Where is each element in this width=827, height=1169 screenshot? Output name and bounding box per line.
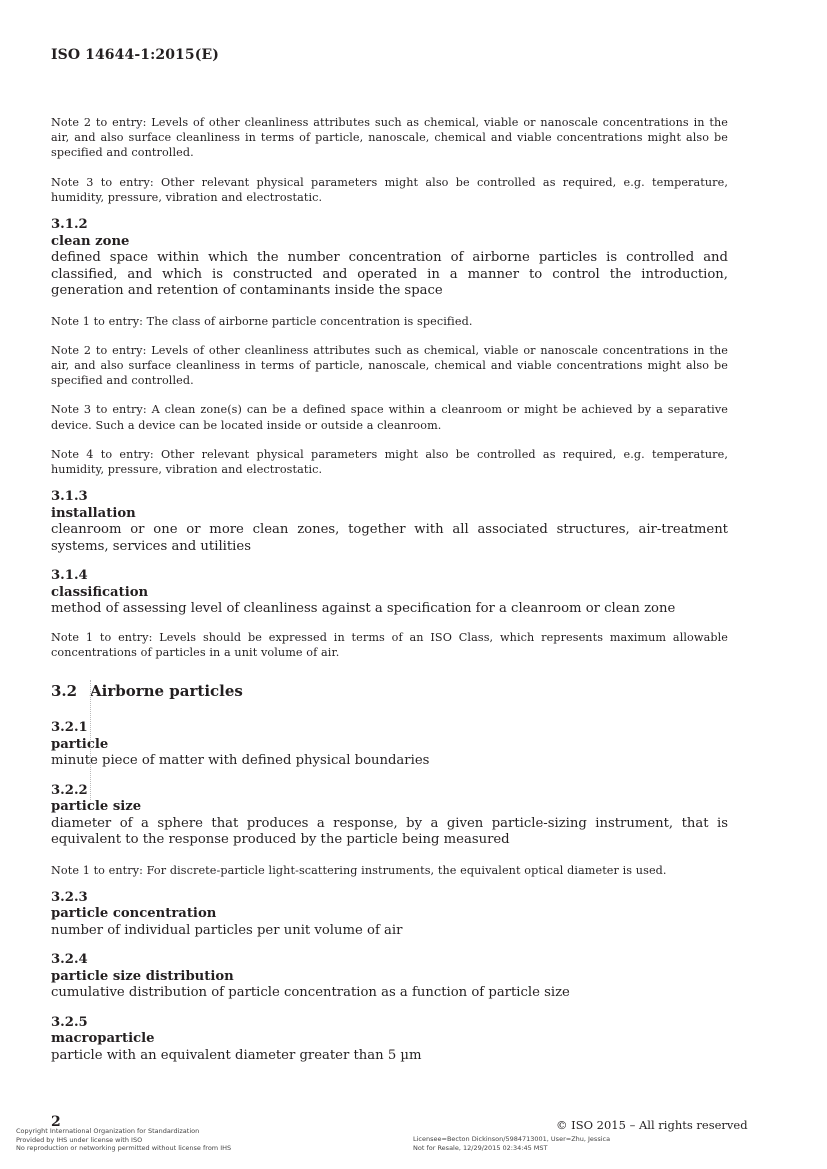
entry-number: 3.2.1 bbox=[51, 720, 88, 736]
note: Note 1 to entry: The class of airborne particle concentration is specified. bbox=[51, 314, 473, 328]
entry-definition: minute piece of matter with defined physical boundaries bbox=[51, 753, 430, 769]
watermark-line: Licensee=Becton Dickinson/5984713001, User=Zhu, Jessica bbox=[413, 1135, 611, 1143]
term-entry bbox=[51, 952, 728, 1002]
entry-term: installation bbox=[51, 505, 136, 521]
term-entry bbox=[51, 720, 728, 770]
entry-term: classification bbox=[51, 584, 149, 600]
entry-term: particle concentration bbox=[51, 906, 217, 922]
entry-definition: method of assessing level of cleanliness against a specification for a cleanroom or clean zone bbox=[51, 601, 676, 617]
entry-definition: diameter of a sphere that produces a response, by a given particle-sizing instrument, that is equivalent to the response produced by the particle being measured bbox=[51, 815, 728, 848]
entry-number: 3.2.4 bbox=[51, 952, 88, 968]
watermark-line: Provided by IHS under license with ISO bbox=[16, 1135, 143, 1144]
margin-dotted-line bbox=[90, 680, 91, 800]
note: Note 1 to entry: For discrete-particle light-scattering instruments, the equivalent optical diameter is used. bbox=[51, 863, 667, 877]
entry-definition: number of individual particles per unit volume of air bbox=[51, 922, 403, 938]
copyright-notice: © ISO 2015 – All rights reserved bbox=[556, 1118, 748, 1132]
page-number: 2 bbox=[51, 1114, 61, 1130]
note: Note 1 to entry: Levels should be expressed in terms of an ISO Class, which represents maximum allowable concentrations of particles in a unit volume of air. bbox=[51, 630, 728, 659]
section-heading bbox=[51, 682, 728, 700]
term-entry bbox=[51, 1015, 728, 1065]
note: Note 4 to entry: Other relevant physical parameters might also be controlled as required, e.g. temperature, humidity, pressure, vibration and electrostatic. bbox=[51, 447, 728, 476]
section-title: Airborne particles bbox=[90, 682, 243, 701]
note: Note 2 to entry: Levels of other cleanliness attributes such as chemical, viable or nanoscale concentrations in the air, and also surface cleanliness in terms of particle, nanoscale, chemical and viable concentrations might also be specified and controlled. bbox=[51, 343, 728, 388]
entry-term: particle bbox=[51, 736, 109, 752]
entry-term: particle size distribution bbox=[51, 968, 234, 984]
entry-number: 3.1.2 bbox=[51, 217, 88, 233]
entry-term: clean zone bbox=[51, 233, 130, 249]
entry-term: macroparticle bbox=[51, 1031, 155, 1047]
document-header: ISO 14644-1:2015(E) bbox=[51, 47, 219, 63]
license-watermark-right bbox=[413, 1135, 610, 1152]
watermark-line: No reproduction or networking permitted without license from IHS bbox=[16, 1144, 232, 1152]
term-entry bbox=[51, 568, 728, 660]
note: Note 3 to entry: Other relevant physical parameters might also be controlled as required, e.g. temperature, humidity, pressure, vibration and electrostatic. bbox=[51, 175, 728, 204]
term-entry bbox=[51, 217, 728, 477]
entry-definition: particle with an equivalent diameter greater than 5 µm bbox=[51, 1047, 422, 1063]
term-entry bbox=[51, 890, 728, 940]
note: Note 2 to entry: Levels of other cleanliness attributes such as chemical, viable or nanoscale concentrations in the air, and also surface cleanliness in terms of particle, nanoscale, chemical and viable concentrations might also be specified and controlled. bbox=[51, 116, 728, 160]
entry-definition: cleanroom or one or more clean zones, together with all associated structures, air-treatment systems, services and utilities bbox=[51, 522, 728, 554]
entry-number: 3.1.3 bbox=[51, 489, 88, 505]
entry-definition: cumulative distribution of particle concentration as a function of particle size bbox=[51, 985, 570, 1001]
term-entry bbox=[51, 783, 728, 878]
note: Note 3 to entry: A clean zone(s) can be a defined space within a cleanroom or might be achieved by a separative device. Such a device can be located inside or outside a cleanroom. bbox=[51, 403, 728, 432]
entry-number: 3.2.5 bbox=[51, 1014, 88, 1030]
watermark-line: Not for Resale, 12/29/2015 02:34:45 MST bbox=[413, 1143, 548, 1152]
entry-term: particle size bbox=[51, 799, 142, 815]
entry-number: 3.1.4 bbox=[51, 568, 88, 584]
term-entry bbox=[51, 489, 728, 555]
license-watermark-left bbox=[16, 1127, 231, 1153]
watermark-line: Copyright International Organization for Standardization bbox=[16, 1127, 200, 1135]
entry-number: 3.2.3 bbox=[51, 889, 88, 905]
entry-definition: defined space within which the number concentration of airborne particles is controlled and classified, and which is constructed and operated in a manner to control the introduction, generation and retention of contaminants inside the space bbox=[51, 250, 728, 299]
section-number: 3.2 bbox=[51, 682, 78, 701]
entry-number: 3.2.2 bbox=[51, 782, 88, 798]
document-content bbox=[51, 115, 728, 1077]
